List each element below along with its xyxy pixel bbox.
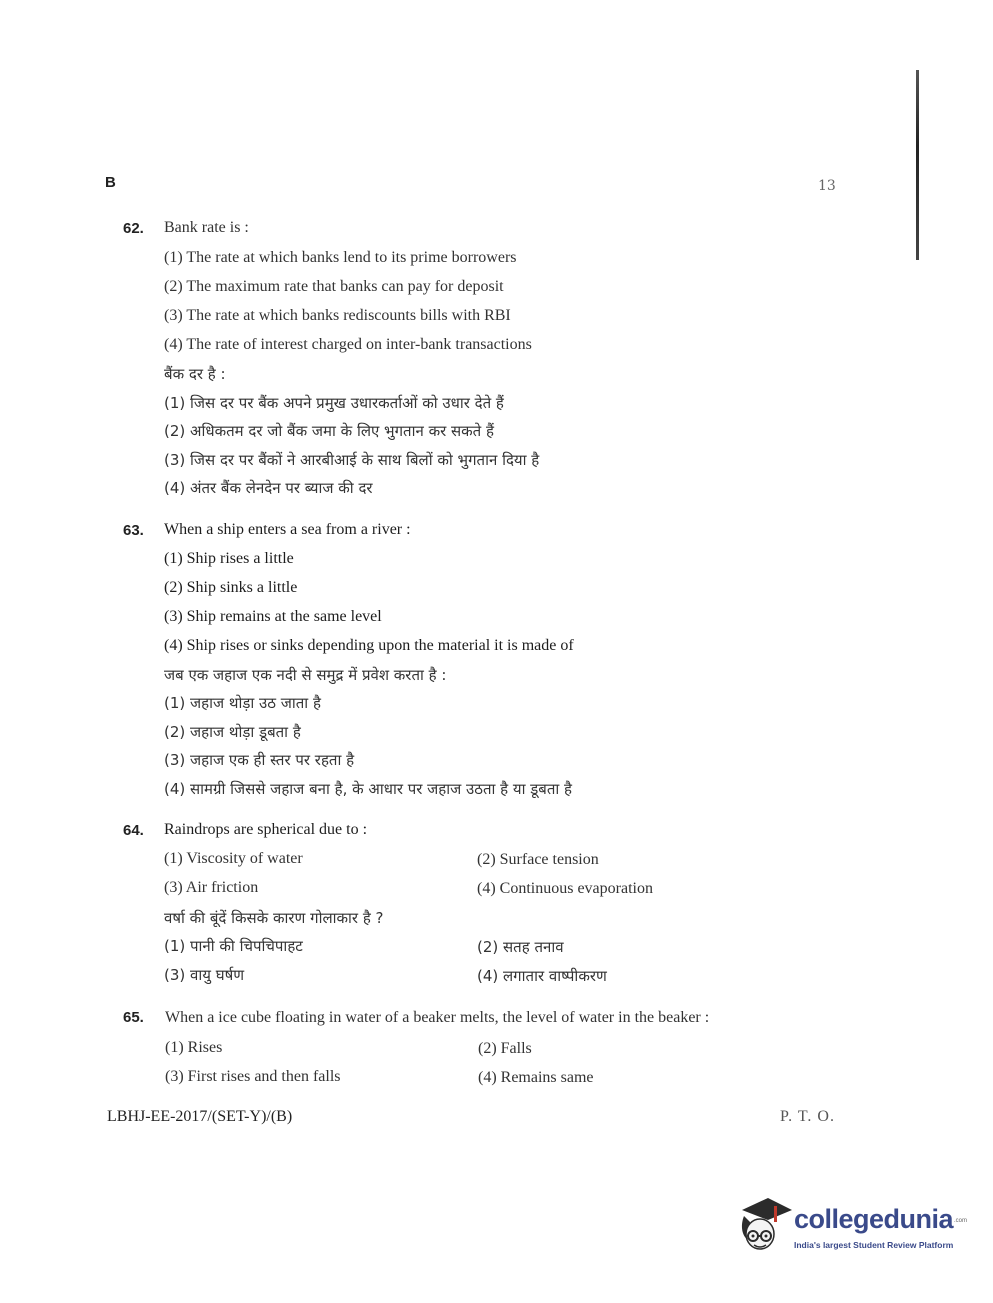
question-text-hi: वर्षा की बूंदें किसके कारण गोलाकार है ? — [164, 909, 384, 927]
scan-edge-line — [916, 70, 919, 260]
question-text-hi: जब एक जहाज एक नदी से समुद्र में प्रवेश करता है : — [164, 666, 447, 684]
logo-wordmark: collegedunia — [794, 1204, 954, 1234]
option-en: (3) Ship remains at the same level — [164, 608, 382, 625]
option-en: (2) The maximum rate that banks can pay for deposit — [164, 278, 504, 295]
option-hi: (1) जहाज थोड़ा उठ जाता है — [164, 694, 321, 712]
option-en: (4) Remains same — [478, 1069, 594, 1086]
option-hi: (1) पानी की चिपचिपाहट — [164, 937, 303, 955]
pto-label: P. T. O. — [780, 1108, 835, 1125]
option-hi: (3) जहाज एक ही स्तर पर रहता है — [164, 751, 355, 769]
option-en: (2) Falls — [478, 1040, 532, 1057]
option-en: (4) Ship rises or sinks depending upon the material it is made of — [164, 637, 574, 654]
option-hi: (2) सतह तनाव — [477, 938, 564, 956]
option-en: (4) The rate of interest charged on inter-bank transactions — [164, 336, 532, 353]
option-hi: (3) जिस दर पर बैंकों ने आरबीआई के साथ बिलों को भुगतान दिया है — [164, 451, 540, 469]
option-en: (3) First rises and then falls — [165, 1068, 341, 1085]
page-number: 13 — [818, 178, 836, 194]
option-hi: (3) वायु घर्षण — [164, 966, 245, 984]
logo-domain: .com — [954, 1218, 968, 1224]
collegedunia-logo — [736, 1196, 966, 1256]
question-text-en: When a ice cube floating in water of a beaker melts, the level of water in the beaker : — [165, 1009, 710, 1026]
mascot-icon — [736, 1196, 792, 1256]
question-text-en: When a ship enters a sea from a river : — [164, 521, 411, 538]
option-en: (2) Surface tension — [477, 851, 599, 868]
question-number: 62. — [123, 220, 144, 237]
option-en: (3) The rate at which banks rediscounts bills with RBI — [164, 307, 511, 324]
paper-code: LBHJ-EE-2017/(SET-Y)/(B) — [107, 1108, 293, 1125]
question-text-en: Bank rate is : — [164, 219, 249, 236]
option-hi: (4) सामग्री जिससे जहाज बना है, के आधार पर जहाज उठता है या डूबता है — [164, 780, 573, 798]
option-en: (1) Rises — [165, 1039, 223, 1056]
question-number: 65. — [123, 1009, 144, 1026]
question-text-en: Raindrops are spherical due to : — [164, 821, 368, 838]
option-en: (4) Continuous evaporation — [477, 880, 653, 897]
option-en: (2) Ship sinks a little — [164, 579, 298, 596]
option-hi: (2) अधिकतम दर जो बैंक जमा के लिए भुगतान कर सकते हैं — [164, 422, 494, 440]
option-hi: (4) लगातार वाष्पीकरण — [477, 967, 607, 985]
option-hi: (4) अंतर बैंक लेनदेन पर ब्याज की दर — [164, 479, 373, 497]
option-hi: (2) जहाज थोड़ा डूबता है — [164, 723, 301, 741]
question-number: 64. — [123, 822, 144, 839]
option-en: (1) Ship rises a little — [164, 550, 294, 567]
question-number: 63. — [123, 522, 144, 539]
logo-tagline: India's largest Student Review Platform — [794, 1240, 954, 1250]
option-en: (3) Air friction — [164, 879, 259, 896]
option-en: (1) Viscosity of water — [164, 850, 303, 867]
question-text-hi: बैंक दर है : — [164, 365, 226, 383]
option-en: (1) The rate at which banks lend to its prime borrowers — [164, 249, 517, 266]
option-hi: (1) जिस दर पर बैंक अपने प्रमुख उधारकर्ताओं को उधार देते हैं — [164, 394, 504, 412]
set-letter: B — [105, 174, 116, 191]
